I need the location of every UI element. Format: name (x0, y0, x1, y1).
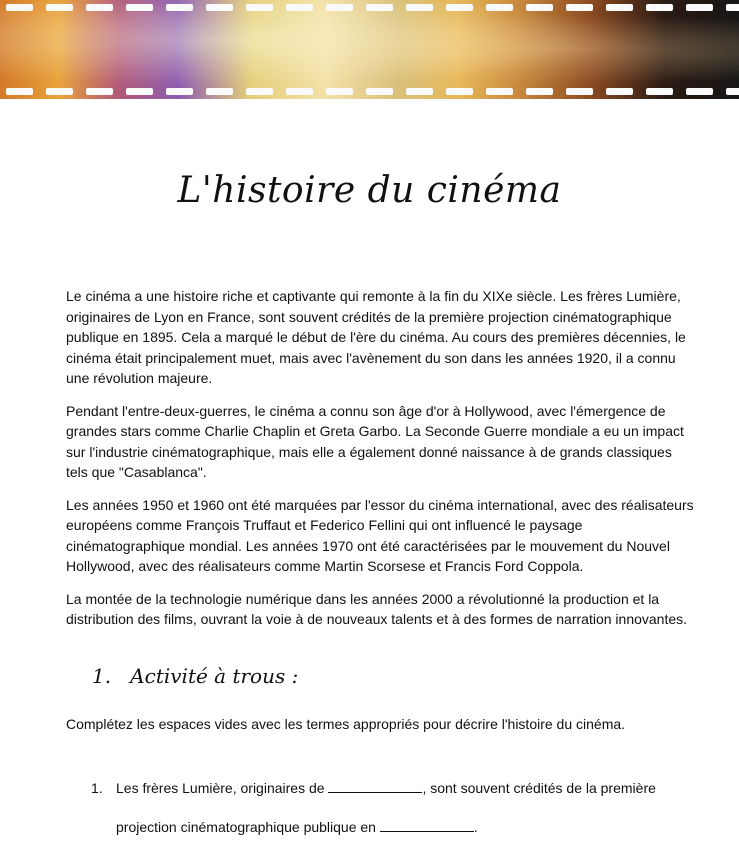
sprocket-hole (486, 4, 513, 11)
sprocket-hole (206, 4, 233, 11)
sprocket-hole (726, 88, 739, 95)
sprocket-hole (286, 88, 313, 95)
instructions: Complétez les espaces vides avec les termes appropriés pour décrire l'histoire du cinéma. (66, 716, 626, 732)
exercise-text: . (473, 819, 478, 835)
film-light-leak (0, 0, 739, 99)
sprocket-hole (46, 88, 73, 95)
film-sprocket-holes-top (6, 4, 739, 11)
sprocket-hole (406, 4, 433, 11)
section-heading (92, 664, 298, 688)
paragraph: La montée de la technologie numérique dans les années 2000 a révolutionné la production et la distribution des films, ouvrant la voie à de nouveaux talents et à des formes de narration innovantes. (66, 590, 688, 627)
sprocket-hole (166, 4, 193, 11)
sprocket-hole (486, 88, 513, 95)
sprocket-hole (686, 4, 713, 11)
blank-field[interactable] (328, 780, 422, 793)
sprocket-hole (366, 88, 393, 95)
intro-text (66, 286, 694, 642)
sprocket-hole (326, 4, 353, 11)
sprocket-hole (246, 88, 273, 95)
sprocket-hole (406, 88, 433, 95)
sprocket-hole (6, 88, 33, 95)
sprocket-hole (166, 88, 193, 95)
section-number: 1. (92, 664, 112, 688)
exercise-line-2 (116, 817, 711, 837)
exercise-text: Les frères Lumière, originaires de (116, 780, 329, 796)
paragraph: Le cinéma a une histoire riche et captivante qui remonte à la fin du XIXe siècle. Les frères Lumière, originaires de Lyon en France, sont souvent crédités de la première projection cinématographique publique en 1895. Cela a marqué le début de l'ère du cinéma. Au cours des premières décennies, le cinéma était principalement muet, mais avec l'avènement du son dans les années 1920, il a connu une révolution majeure. (66, 288, 686, 386)
film-sprocket-holes-bottom (6, 88, 739, 95)
blank-field[interactable] (380, 819, 474, 832)
paragraph: Les années 1950 et 1960 ont été marquées par l'essor du cinéma international, avec des réalisateurs européens comme François Truffaut et Federico Fellini qui ont influencé le paysage cinématographique mondial. Les années 1970 ont été caractérisées par le mouvement du Nouvel Hollywood, avec des réalisateurs comme Martin Scorsese et Francis Ford Coppola. (66, 496, 694, 574)
exercise-item (91, 778, 711, 837)
sprocket-hole (246, 4, 273, 11)
sprocket-hole (446, 4, 473, 11)
sprocket-hole (646, 4, 673, 11)
sprocket-hole (446, 88, 473, 95)
sprocket-hole (526, 88, 553, 95)
film-strip-banner (0, 0, 739, 99)
sprocket-hole (566, 4, 593, 11)
sprocket-hole (126, 4, 153, 11)
paragraph: Pendant l'entre-deux-guerres, le cinéma a connu son âge d'or à Hollywood, avec l'émergence de grandes stars comme Charlie Chaplin et Greta Garbo. La Seconde Guerre mondiale a eu un impact sur l'industrie cinématographique, mais elle a également donné naissance à de grands classiques tels que "Casablanca". (66, 402, 684, 480)
sprocket-hole (606, 88, 633, 95)
section-title: Activité à trous : (130, 664, 299, 688)
sprocket-hole (86, 4, 113, 11)
sprocket-hole (526, 4, 553, 11)
sprocket-hole (726, 4, 739, 11)
sprocket-hole (686, 88, 713, 95)
exercise-text: , sont souvent crédités de la première (422, 780, 656, 796)
sprocket-hole (46, 4, 73, 11)
exercise-number: 1. (91, 780, 103, 796)
page-title: L'histoire du cinéma (177, 170, 562, 211)
sprocket-hole (6, 4, 33, 11)
sprocket-hole (566, 88, 593, 95)
sprocket-hole (206, 88, 233, 95)
exercise-text: projection cinématographique publique en (116, 819, 380, 835)
sprocket-hole (366, 4, 393, 11)
sprocket-hole (286, 4, 313, 11)
sprocket-hole (606, 4, 633, 11)
sprocket-hole (326, 88, 353, 95)
sprocket-hole (646, 88, 673, 95)
sprocket-hole (86, 88, 113, 95)
sprocket-hole (126, 88, 153, 95)
exercise-line-1 (91, 778, 711, 798)
